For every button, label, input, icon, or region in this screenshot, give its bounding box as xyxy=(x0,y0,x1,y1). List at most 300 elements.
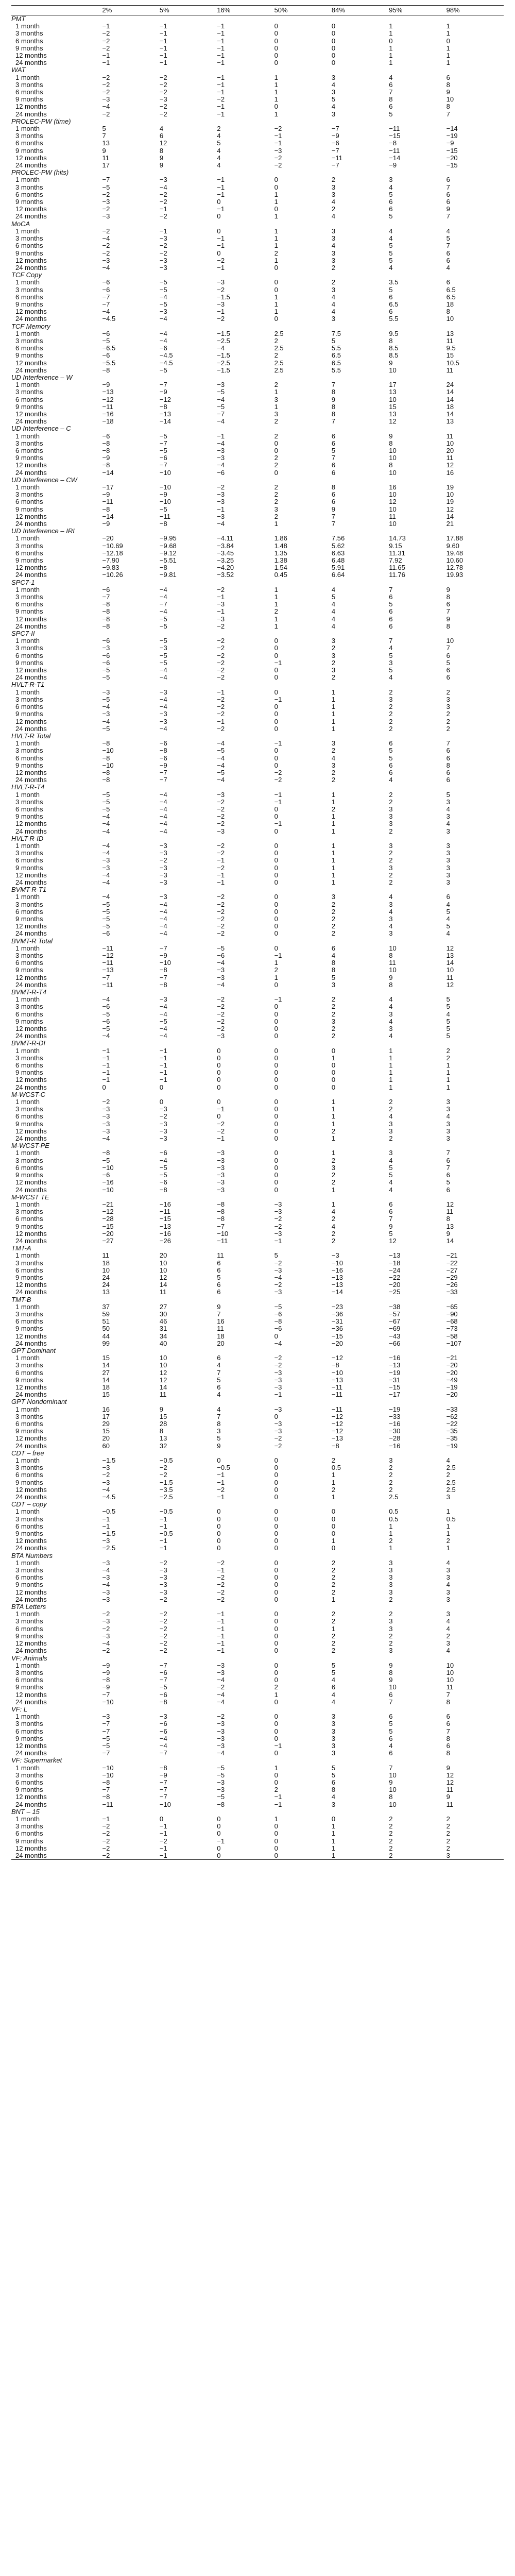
percentile-value: −22 xyxy=(446,1259,458,1267)
percentile-value: 7 xyxy=(446,608,450,616)
table-row xyxy=(11,1479,504,1486)
percentile-value: 0 xyxy=(102,1083,106,1091)
table-row xyxy=(11,1589,504,1596)
section-header-row xyxy=(11,1142,504,1149)
percentile-value: 2 xyxy=(389,1830,393,1838)
percentile-value: 12 xyxy=(389,1237,397,1245)
percentile-value: 15 xyxy=(102,1354,110,1362)
percentile-value: 8 xyxy=(446,622,450,630)
percentile-value: −6 xyxy=(159,1720,167,1728)
percentile-value: 2 xyxy=(389,857,393,865)
percentile-value: 2 xyxy=(331,206,336,213)
percentile-value: −15 xyxy=(446,162,458,170)
row-label: 12 months xyxy=(15,1486,47,1494)
percentile-value: 4 xyxy=(331,293,336,301)
percentile-value: −4 xyxy=(217,740,225,748)
percentile-value: 0 xyxy=(274,1647,278,1655)
percentile-value: −1 xyxy=(217,103,225,111)
table-row xyxy=(11,879,504,886)
percentile-value: 0 xyxy=(274,1486,278,1494)
row-label: 6 months xyxy=(15,549,43,557)
percentile-value: −67 xyxy=(389,1318,401,1326)
percentile-value: −3 xyxy=(217,1157,225,1164)
percentile-value: 3 xyxy=(331,761,336,769)
percentile-value: −9 xyxy=(102,520,110,528)
percentile-value: −2 xyxy=(217,1010,225,1018)
percentile-value: −2 xyxy=(217,652,225,659)
percentile-value: 1 xyxy=(331,878,336,886)
percentile-value: 2.5 xyxy=(446,1486,456,1494)
percentile-value: 8 xyxy=(331,959,336,967)
percentile-value: 6 xyxy=(446,1172,450,1179)
percentile-value: 15 xyxy=(446,352,454,360)
percentile-value: 3 xyxy=(446,1135,450,1143)
percentile-value: 6 xyxy=(446,191,450,198)
percentile-value: 1 xyxy=(274,586,278,594)
row-label: 1 month xyxy=(15,1559,40,1567)
percentile-value: −2 xyxy=(159,81,167,89)
percentile-value: −3 xyxy=(217,791,225,799)
percentile-value: −4 xyxy=(159,901,167,908)
table-row xyxy=(11,162,504,169)
percentile-value: 7 xyxy=(446,242,450,250)
table-row xyxy=(11,923,504,930)
percentile-value: 0 xyxy=(274,710,278,718)
percentile-value: −11 xyxy=(102,403,113,411)
percentile-value: 2 xyxy=(331,1003,336,1011)
row-label: 24 months xyxy=(15,1032,47,1040)
percentile-value: 2 xyxy=(389,827,393,835)
percentile-value: 10 xyxy=(389,967,397,974)
percentile-value: −7 xyxy=(159,974,167,981)
table-row xyxy=(11,696,504,703)
table-row xyxy=(11,1720,504,1727)
table-row xyxy=(11,513,504,520)
percentile-value: 2 xyxy=(331,176,336,184)
percentile-value: 1 xyxy=(331,710,336,718)
percentile-value: −11 xyxy=(102,944,113,952)
percentile-value: 2 xyxy=(446,1537,450,1545)
percentile-value: 6 xyxy=(446,1186,450,1194)
percentile-value: 0 xyxy=(331,1047,336,1055)
percentile-value: 1 xyxy=(389,44,393,52)
percentile-value: 4 xyxy=(446,901,450,908)
percentile-value: −1.5 xyxy=(217,366,230,374)
percentile-value: −2 xyxy=(217,930,225,938)
percentile-value: 1 xyxy=(331,703,336,711)
row-label: 12 months xyxy=(15,206,47,213)
percentile-value: 3 xyxy=(331,191,336,198)
table-row xyxy=(11,813,504,820)
row-label: 6 months xyxy=(15,1625,43,1633)
row-label: 9 months xyxy=(15,1479,43,1486)
percentile-value: 0 xyxy=(217,1545,221,1552)
table-row xyxy=(11,1362,504,1369)
percentile-value: 6 xyxy=(331,432,336,440)
percentile-value: −4 xyxy=(159,813,167,821)
percentile-value: −7 xyxy=(217,410,225,418)
percentile-value: −14 xyxy=(159,418,171,426)
header-cell-p98: 98% xyxy=(447,6,504,15)
row-label: 1 month xyxy=(15,791,40,799)
percentile-value: 20 xyxy=(446,447,454,454)
percentile-value: −3 xyxy=(217,447,225,454)
percentile-value: −8 xyxy=(102,615,110,623)
percentile-value: −7 xyxy=(159,1778,167,1786)
percentile-value: 2.5 xyxy=(389,1494,399,1501)
percentile-value: −2 xyxy=(217,798,225,806)
percentile-value: 1 xyxy=(274,601,278,608)
percentile-value: 0 xyxy=(274,176,278,184)
percentile-value: −1.5 xyxy=(217,330,230,337)
percentile-value: −2 xyxy=(274,1354,282,1362)
row-label: 1 month xyxy=(15,637,40,645)
percentile-value: 14 xyxy=(446,388,454,396)
percentile-value: −2 xyxy=(217,674,225,682)
percentile-value: 6 xyxy=(389,1208,393,1216)
percentile-value: −4 xyxy=(102,103,110,111)
table-row xyxy=(11,967,504,974)
percentile-value: 1 xyxy=(331,1200,336,1208)
percentile-value: 5 xyxy=(389,110,393,118)
percentile-value: 0 xyxy=(274,1157,278,1164)
row-label: 12 months xyxy=(15,1332,47,1340)
percentile-value: −5.51 xyxy=(159,557,177,565)
percentile-value: 2 xyxy=(274,462,278,469)
percentile-value: 18 xyxy=(446,300,454,308)
percentile-value: 0 xyxy=(274,439,278,447)
percentile-value: 6 xyxy=(159,132,164,140)
row-label: 6 months xyxy=(15,959,43,967)
percentile-value: −2 xyxy=(217,703,225,711)
percentile-value: 9 xyxy=(389,359,393,367)
percentile-value: 6 xyxy=(389,206,393,213)
row-label: 1 month xyxy=(15,484,40,491)
percentile-value: −1 xyxy=(159,30,167,38)
percentile-value: −3 xyxy=(102,1113,110,1121)
row-label: 12 months xyxy=(15,1179,47,1187)
percentile-value: −6 xyxy=(102,1018,110,1025)
row-label: 1 month xyxy=(15,688,40,696)
percentile-value: 10 xyxy=(102,1266,110,1274)
percentile-value: 9 xyxy=(102,147,106,155)
percentile-value: 16 xyxy=(102,1405,110,1413)
percentile-value: 3 xyxy=(331,1801,336,1808)
percentile-value: 3 xyxy=(331,1727,336,1735)
percentile-value: 16 xyxy=(446,469,454,477)
table-row xyxy=(11,45,504,52)
percentile-value: −7 xyxy=(159,1676,167,1684)
percentile-value: −4 xyxy=(159,1032,167,1040)
row-label: 6 months xyxy=(15,1062,43,1070)
row-label: 3 months xyxy=(15,132,43,140)
table-row xyxy=(11,893,504,901)
percentile-value: −16 xyxy=(159,1230,171,1238)
table-row xyxy=(11,1618,504,1625)
percentile-value: 4 xyxy=(331,242,336,250)
percentile-value: 6 xyxy=(389,1200,393,1208)
percentile-value: −0.5 xyxy=(159,1457,173,1465)
percentile-value: 0 xyxy=(217,1076,221,1084)
percentile-value: 1 xyxy=(274,74,278,81)
percentile-value: 3 xyxy=(446,827,450,835)
row-label: 6 months xyxy=(15,1676,43,1684)
percentile-value: −6 xyxy=(102,279,110,286)
percentile-value: 8 xyxy=(331,410,336,418)
table-row xyxy=(11,769,504,776)
percentile-value: 7 xyxy=(331,454,336,462)
percentile-value: −2 xyxy=(217,1127,225,1135)
percentile-value: 3 xyxy=(389,930,393,938)
percentile-value: 1 xyxy=(389,1076,393,1084)
percentile-value: 10 xyxy=(389,505,397,513)
percentile-value: −1 xyxy=(217,176,225,184)
percentile-value: −3 xyxy=(217,974,225,981)
percentile-value: −20 xyxy=(102,1230,114,1238)
section-title: VF: Animals xyxy=(11,1654,47,1662)
section-title: BNT – 15 xyxy=(11,1808,40,1816)
table-row xyxy=(11,1032,504,1040)
row-label: 6 months xyxy=(15,908,43,916)
percentile-value: −3 xyxy=(102,96,110,104)
percentile-value: −2 xyxy=(102,44,110,52)
percentile-value: 4 xyxy=(389,1186,393,1194)
percentile-value: 5.5 xyxy=(331,366,341,374)
section-title: VF: Supermarket xyxy=(11,1757,62,1765)
percentile-value: −5 xyxy=(102,791,110,799)
percentile-value: 1 xyxy=(274,96,278,104)
percentile-value: −2 xyxy=(217,1574,225,1582)
percentile-value: −5 xyxy=(102,1735,110,1742)
percentile-value: −22 xyxy=(446,1420,458,1428)
percentile-value: −1 xyxy=(274,132,282,140)
percentile-value: −7 xyxy=(159,1750,167,1757)
percentile-value: −2 xyxy=(217,996,225,1004)
percentile-value: 7 xyxy=(389,1764,393,1772)
percentile-value: −7 xyxy=(331,162,339,170)
table-row xyxy=(11,535,504,542)
percentile-value: −8 xyxy=(102,1793,110,1801)
percentile-value: 1 xyxy=(274,242,278,250)
percentile-value: 6.5 xyxy=(331,359,341,367)
percentile-value: 4 xyxy=(331,1676,336,1684)
percentile-value: −3 xyxy=(217,1735,225,1742)
table-row xyxy=(11,1391,504,1398)
table-row xyxy=(11,491,504,498)
percentile-value: −4 xyxy=(102,1640,110,1648)
percentile-value: −3 xyxy=(102,1120,110,1128)
percentile-value: −11 xyxy=(389,147,400,155)
percentile-value: 0 xyxy=(274,1618,278,1625)
percentile-value: 6 xyxy=(331,439,336,447)
percentile-value: −14 xyxy=(389,154,401,162)
percentile-value: −23 xyxy=(331,1303,343,1311)
percentile-value: −1 xyxy=(159,227,167,235)
percentile-value: 0 xyxy=(217,1113,221,1121)
percentile-value: 18 xyxy=(102,1383,110,1391)
percentile-value: −3.45 xyxy=(217,549,234,557)
percentile-value: 0 xyxy=(274,1735,278,1742)
row-label: 6 months xyxy=(15,140,43,147)
table-row xyxy=(11,1435,504,1442)
percentile-value: −20 xyxy=(446,154,458,162)
percentile-value: 1 xyxy=(331,725,336,733)
percentile-value: 13 xyxy=(102,140,110,147)
percentile-value: 4 xyxy=(389,893,393,901)
section-header-row xyxy=(11,323,504,330)
percentile-value: −20 xyxy=(389,1281,401,1289)
percentile-value: 0 xyxy=(274,1844,278,1852)
percentile-value: −3 xyxy=(102,1479,110,1486)
table-row xyxy=(11,1691,504,1699)
table-row xyxy=(11,132,504,140)
percentile-value: −1 xyxy=(159,1076,167,1084)
percentile-value: −3 xyxy=(159,1588,167,1596)
percentile-value: 12 xyxy=(446,1771,454,1779)
percentile-value: 7 xyxy=(389,89,393,96)
percentile-value: 24 xyxy=(446,381,454,389)
percentile-value: 2 xyxy=(389,1596,393,1603)
percentile-value: −15 xyxy=(389,132,401,140)
percentile-value: 0 xyxy=(274,1596,278,1603)
percentile-value: −25 xyxy=(389,1289,401,1296)
percentile-value: 10 xyxy=(389,1786,397,1794)
row-label: 3 months xyxy=(15,542,43,550)
section-header-row xyxy=(11,425,504,432)
percentile-value: −4 xyxy=(217,418,225,426)
percentile-value: −9 xyxy=(102,1662,110,1669)
percentile-value: 4 xyxy=(389,645,393,652)
percentile-value: −4 xyxy=(217,754,225,762)
percentile-value: −1 xyxy=(274,1742,282,1750)
percentile-value: 8 xyxy=(446,103,450,111)
percentile-value: −8 xyxy=(102,447,110,454)
row-label: 3 months xyxy=(15,1054,43,1062)
percentile-value: −6.5 xyxy=(102,345,116,352)
percentile-value: −3 xyxy=(217,498,225,506)
percentile-value: 6 xyxy=(446,674,450,682)
percentile-value: 6 xyxy=(331,469,336,477)
percentile-value: −27 xyxy=(446,1266,458,1274)
row-label: 12 months xyxy=(15,1640,47,1648)
percentile-value: 5 xyxy=(446,1003,450,1011)
percentile-value: −2 xyxy=(217,710,225,718)
percentile-value: 4 xyxy=(446,1647,450,1655)
percentile-value: 0 xyxy=(274,1113,278,1121)
percentile-value: 0 xyxy=(446,37,450,45)
percentile-value: −13 xyxy=(331,1376,343,1384)
percentile-value: 8 xyxy=(389,981,393,989)
percentile-value: 5 xyxy=(217,1274,221,1281)
percentile-value: 2 xyxy=(389,1464,393,1472)
percentile-value: −11 xyxy=(331,1405,343,1413)
percentile-value: 0 xyxy=(274,1852,332,1860)
percentile-value: 2 xyxy=(274,967,278,974)
table-row xyxy=(11,1530,504,1537)
percentile-value: −9 xyxy=(159,388,167,396)
row-label: 24 months xyxy=(15,674,47,682)
percentile-value: −6 xyxy=(159,1727,167,1735)
percentile-value: 7 xyxy=(389,1698,393,1706)
percentile-value: −3 xyxy=(217,1727,225,1735)
table-row xyxy=(11,1742,504,1750)
percentile-value: −26 xyxy=(159,1237,171,1245)
percentile-value: 2 xyxy=(446,688,450,696)
percentile-value: −3 xyxy=(102,213,110,221)
percentile-value: 3 xyxy=(331,110,336,118)
percentile-value: 2 xyxy=(446,718,450,725)
row-label: 9 months xyxy=(15,1376,43,1384)
percentile-value: 1 xyxy=(331,1596,336,1603)
table-row xyxy=(11,1149,504,1157)
percentile-value: −2 xyxy=(217,850,225,857)
percentile-value: 6 xyxy=(446,1713,450,1721)
percentile-value: −4 xyxy=(159,923,167,930)
percentile-value: 8 xyxy=(159,147,164,155)
percentile-value: 8 xyxy=(446,761,450,769)
percentile-value: 6 xyxy=(331,944,336,952)
table-row xyxy=(11,1508,504,1515)
percentile-value: −1 xyxy=(274,1237,282,1245)
table-row xyxy=(11,206,504,213)
row-label: 9 months xyxy=(15,1786,43,1794)
percentile-value: 1 xyxy=(274,213,278,221)
percentile-value: 3 xyxy=(331,89,336,96)
table-row xyxy=(11,710,504,718)
row-label: 3 months xyxy=(15,1567,43,1574)
percentile-value: 10 xyxy=(446,1676,454,1684)
row-label: 1 month xyxy=(15,740,40,748)
percentile-value: −8 xyxy=(102,439,110,447)
table-row xyxy=(11,228,504,235)
row-label: 1 month xyxy=(15,1252,40,1260)
percentile-value: 10 xyxy=(389,520,397,528)
percentile-value: 0 xyxy=(274,1471,278,1479)
section-header-row xyxy=(11,477,504,484)
percentile-value: 9 xyxy=(217,1303,221,1311)
percentile-value: −66 xyxy=(389,1340,401,1347)
percentile-value: −1 xyxy=(217,44,225,52)
percentile-value: 3 xyxy=(274,410,278,418)
percentile-value: 0 xyxy=(217,1098,221,1106)
percentile-value: 4 xyxy=(217,154,221,162)
row-label: 24 months xyxy=(15,1801,47,1808)
percentile-value: −13 xyxy=(389,1362,401,1369)
table-row xyxy=(11,571,504,579)
percentile-value: 6 xyxy=(389,1713,393,1721)
section-header-row xyxy=(11,784,504,791)
percentile-value: −13 xyxy=(331,1435,343,1443)
row-label: 24 months xyxy=(15,1391,47,1399)
percentile-value: 0 xyxy=(274,1457,278,1465)
percentile-value: −1 xyxy=(102,1522,110,1530)
table-row xyxy=(11,308,504,315)
percentile-value: −2 xyxy=(159,1625,167,1633)
row-label: 12 months xyxy=(15,359,47,367)
percentile-value: −1 xyxy=(159,1823,167,1831)
percentile-value: −30 xyxy=(389,1428,401,1435)
table-row xyxy=(11,1684,504,1691)
row-label: 1 month xyxy=(15,1457,40,1465)
percentile-value: 8 xyxy=(446,1698,450,1706)
percentile-value: 9 xyxy=(159,162,164,170)
percentile-value: −3 xyxy=(102,710,110,718)
section-title: M-WCST-C xyxy=(11,1091,45,1098)
percentile-value: 2 xyxy=(331,1632,336,1640)
percentile-value: 5 xyxy=(389,652,393,659)
percentile-value: 10.60 xyxy=(446,557,464,565)
percentile-value: −7 xyxy=(159,381,167,389)
